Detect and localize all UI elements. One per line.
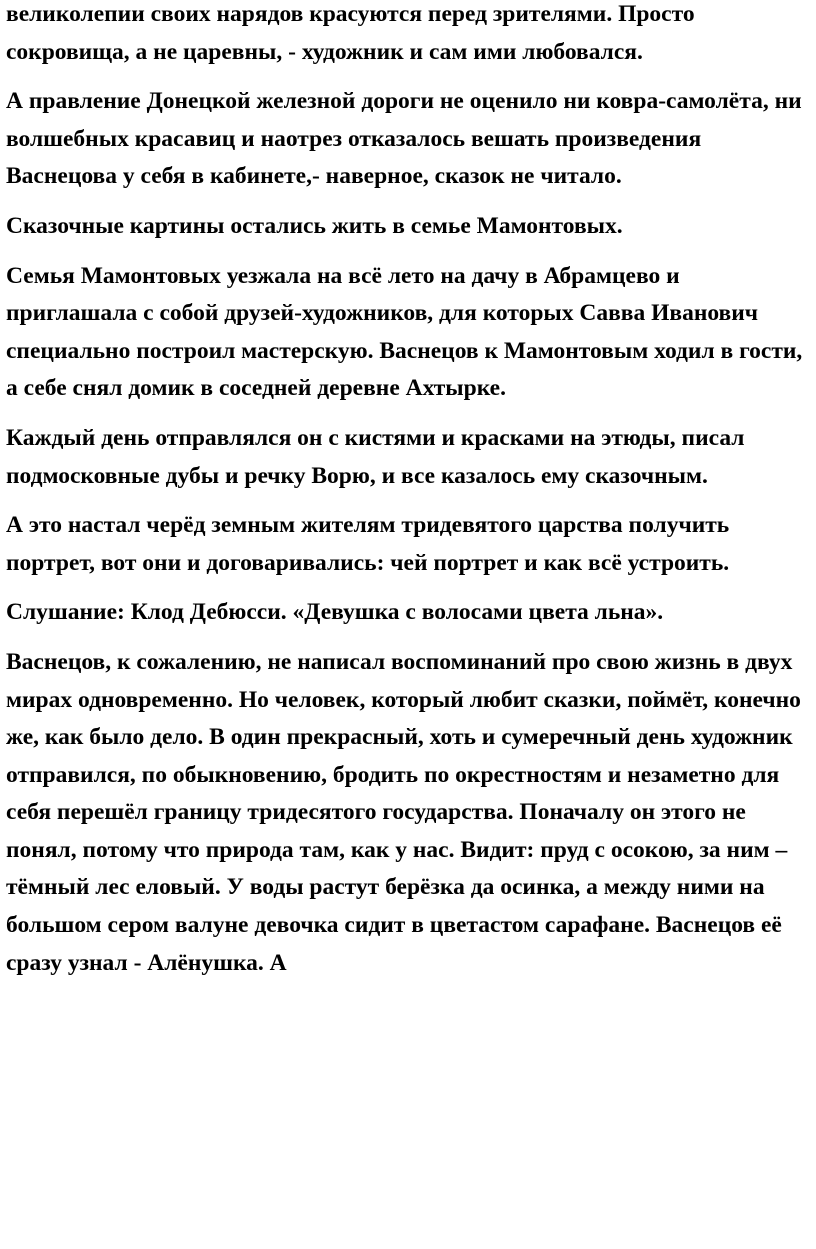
paragraph-7: Слушание: Клод Дебюсси. «Девушка с волосами цвета льна». [6, 599, 664, 626]
paragraph-4: Семья Мамонтовых уезжала на всё лето на дачу в Абрамцево и приглашала с собой друзей-художников, для которых Савва Иванович специально построил мастерскую. Васнецов к Мамонтовым ходил в гости, а себе снял домик в соседней деревне Ахтырке. [6, 262, 803, 402]
document-page [6, 0, 814, 994]
paragraph-8: Васнецов, к сожалению, не написал воспоминаний про свою жизнь в двух мирах одновременно. Но человек, который любит сказки, поймёт, конечно же, как было дело. В один прекрасный, хоть и сумеречный день художник отправился, по обыкновению, бродить по окрестностям и незаметно для себя перешёл границу тридесятого государства. Поначалу он этого не понял, потому что природа там, как у нас. Видит: пруд с осокою, за ним – тёмный лес еловый. У воды растут берёзка да осинка, а между ними на большом сером валуне девочка сидит в цветастом сарафане. Васнецов её сразу узнал - Алёнушка. А [6, 648, 801, 976]
paragraph-3: Сказочные картины остались жить в семье Мамонтовых. [6, 212, 623, 239]
paragraph-6: А это настал черёд земным жителям тридевятого царства получить портрет, вот они и договаривались: чей портрет и как всё устроить. [6, 512, 730, 576]
paragraph-5: Каждый день отправлялся он с кистями и красками на этюды, писал подмосковные дубы и речку Ворю, и все казалось ему сказочным. [6, 424, 745, 489]
paragraph-1: великолепии своих нарядов красуются перед зрителями. Просто сокровища, а не царевны, - художник и сам ими любовался. [6, 1, 695, 65]
paragraph-2: А правление Донецкой железной дороги не оценило ни ковра-самолёта, ни волшебных красавиц и наотрез отказалось вешать произведения Васнецова у себя в кабинете,- наверное, сказок не читало. [6, 88, 802, 190]
